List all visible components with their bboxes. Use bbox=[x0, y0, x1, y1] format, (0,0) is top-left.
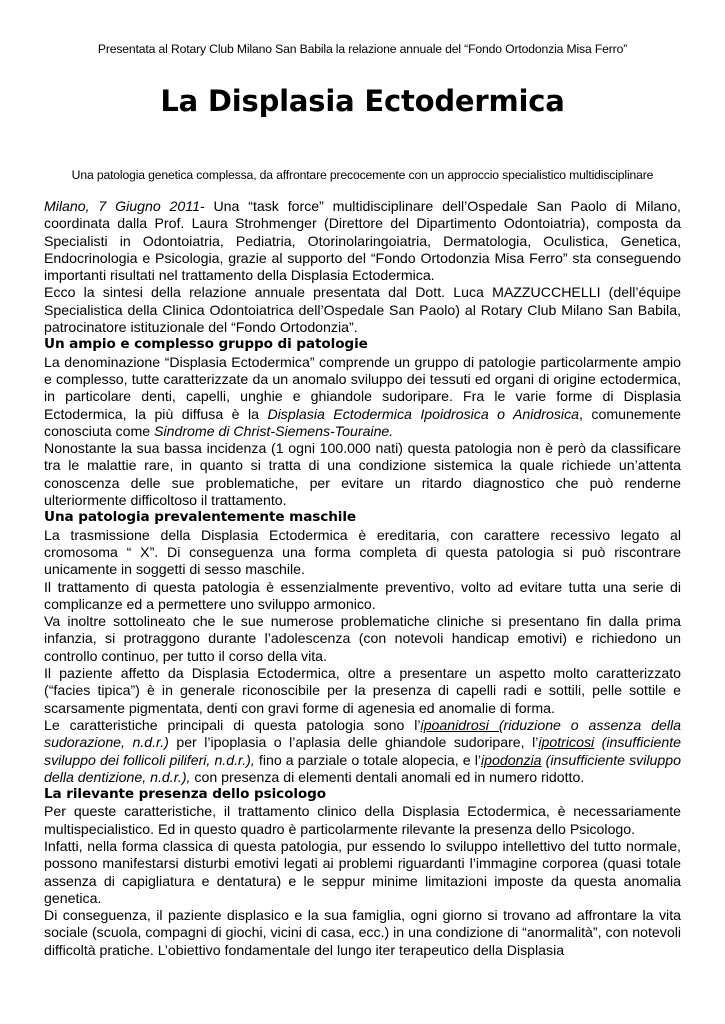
section2-paragraph-4: Il paziente affetto da Displasia Ectodermica, oltre a presentare un aspetto molto caratterizzato (“facies tipica”) è in generale riconoscibile per la presenza di capelli radi e sottili, pelle sottile e scarsamente pigmentata, denti con gravi forme di agenesia ed anomalie di forma. bbox=[44, 665, 681, 716]
section2-italic-i: (insufficiente sviluppo della dentizione, n.d.r.), bbox=[44, 751, 681, 785]
subtitle: Una patologia genetica complessa, da affrontare precocemente con un approccio specialistico multidisciplinare bbox=[71, 168, 654, 182]
term-ipoanidrosi: ipoanidrosi bbox=[420, 716, 499, 733]
section-heading-3: La rilevante presenza dello psicologo bbox=[44, 786, 327, 803]
intro-paragraph-2: Ecco la sintesi della relazione annuale presentata dal Dott. Luca MAZZUCCHELLI (dell’équipe Specialistica della Clinica Odontoiatrica dell’Ospedale San Paolo) al Rotary Club Milano San Babila, patrocinatore istituzionale del “Fondo Ortodonzia”. bbox=[44, 284, 681, 336]
section3-paragraph-3: Di conseguenza, il paziente displasico e la sua famiglia, ogni giorno si trovano ad affrontare la vita sociale (scuola, compagni di giochi, vicini di casa, ecc.) in una condizione di “anormalità”, con notevoli difficoltà pratiche. L’obiettivo fondamentale del lungo iter terapeutico della Displasia bbox=[44, 907, 681, 958]
section1-paragraph-1 bbox=[44, 354, 681, 440]
section2-italic-c: (riduzione o assenza della sudorazione, n.d.r.) bbox=[44, 716, 681, 751]
term-ipotricosi: ipotricosi bbox=[538, 734, 595, 751]
intro-paragraph-1 bbox=[44, 198, 681, 284]
section1-paragraph-2: Nonostante la sua bassa incidenza (1 ogni 100.000 nati) questa patologia non è però da classificare tra le malattie rare, in quanto si tratta di una condizione sistemica la quale richiede un’attenta conoscenza delle sue problematiche, per evitare un ritardo diagnostico che può renderne ulteriormente difficoltoso il trattamento. bbox=[44, 440, 681, 509]
section1-italic-b: Displasia Ectodermica Ipoidrosica o Anidrosica bbox=[267, 405, 580, 422]
section2-paragraph-5 bbox=[44, 717, 681, 786]
section-heading-1: Un ampio e complesso gruppo di patologie bbox=[44, 336, 368, 353]
section1-italic-d: Sindrome di Christ-Siemens-Touraine. bbox=[154, 422, 394, 439]
term-ipodonzia: ipodonzia bbox=[480, 751, 542, 768]
section3-paragraph-2: Infatti, nella forma classica di questa patologia, pur essendo lo sviluppo intellettivo del tutto normale, possono manifestarsi disturbi emotivi legati ai problemi riguardanti l’immagine corporea (quasi totale assenza di capigliatura e dentatura) e le seppur minime limitazioni imposte da questa anomalia genetica. bbox=[44, 837, 681, 906]
section2-text-a: Le caratteristiche principali di questa patologia sono l’ bbox=[44, 716, 421, 733]
section1-text-c: , comunemente conosciuta come bbox=[44, 405, 682, 439]
section2-paragraph-3: Va inoltre sottolineato che le sue numerose problematiche cliniche si presentano fin dalla prima infanzia, si protraggono durante l’adolescenza (con notevoli handicap emotivi) e richiedono un controllo continuo, per tutto il corso della vita. bbox=[44, 613, 681, 664]
header-line: Presentata al Rotary Club Milano San Babila la relazione annuale del “Fondo Ortodonzia Misa Ferro” bbox=[97, 42, 628, 56]
section2-paragraph-2: Il trattamento di questa patologia è essenzialmente preventivo, volto ad evitare tutta una serie di complicanze ed a permettere uno sviluppo armonico. bbox=[44, 578, 681, 612]
section2-paragraph-1: La trasmissione della Displasia Ectodermica è ereditaria, con carattere recessivo legato al cromosoma “ X”. Di conseguenza una forma completa di questa patologia si può riscontrare unicamente in soggetti di sesso maschile. bbox=[44, 526, 681, 578]
section3-paragraph-1: Per queste caratteristiche, il trattamento clinico della Displasia Ectodermica, è necessariamente multispecialistico. Ed in questo quadro è particolarmente rilevante la presenza dello Psicologo. bbox=[44, 803, 681, 837]
section2-text-g: fino a parziale o totale alopecia, e l’ bbox=[254, 751, 481, 768]
page-title: La Displasia Ectodermica bbox=[160, 84, 565, 118]
section-heading-2: Una patologia prevalentemente maschile bbox=[44, 509, 357, 526]
dateline: Milano, 7 Giugno 2011- bbox=[44, 198, 205, 214]
article-body bbox=[44, 198, 681, 959]
section2-text-d: per l’ipoplasia o l’aplasia delle ghiandole sudoripare, l’ bbox=[168, 734, 539, 751]
section1-text-a: La denominazione “Displasia Ectodermica” comprende un gruppo di patologie particolarmente ampio e complesso, tutte caratterizzate da un anomalo sviluppo dei tessuti ed organi di origine ectodermica, in particolare denti, capelli, unghie e ghiandole sudoripare. Fra le varie forme di Displasia Ectodermica, la più diffusa è la bbox=[44, 353, 681, 422]
section2-text-j: con presenza di elementi dentali anomali ed in numero ridotto. bbox=[190, 768, 585, 785]
section2-italic-f: (insufficiente sviluppo dei follicoli piliferi, n.d.r.), bbox=[44, 734, 682, 768]
intro-text-1: Una “task force” multidisciplinare dell’Ospedale San Paolo di Milano, coordinata dalla Prof. Laura Strohmenger (Direttore del Dipartimento Odontoiatria), composta da Specialisti in Odontoiatria, Pediatria, Otorinolaringoiatria, Dermatologia, Oculistica, Genetica, Endocrinologia e Psicologia, grazie al supporto del “Fondo Ortodonzia Misa Ferro” sta conseguendo importanti risultati nel trattamento della Displasia Ectodermica. bbox=[44, 198, 681, 284]
